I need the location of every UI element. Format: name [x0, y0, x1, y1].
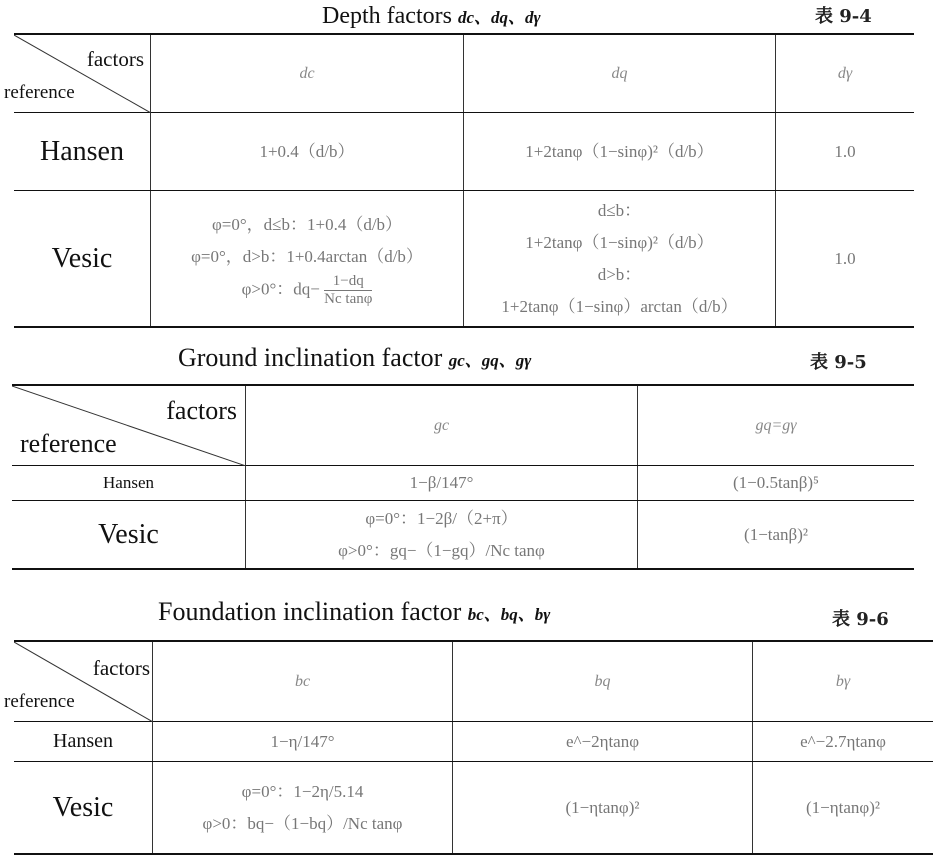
table2-row-vesic: [12, 501, 914, 568]
table2-vesic-gc: φ=0°：1−2β/（2+π） φ>0°：gq−（1−gq）/Nc tanφ: [246, 501, 638, 568]
table3-header-bgamma: bγ: [835, 672, 851, 690]
table3-hansen-bq: e^−2ηtanφ: [453, 722, 753, 761]
table2-caption: Ground inclination factor gc、gq、gγ: [178, 343, 532, 372]
table1-ref-vesic: Vesic: [14, 191, 151, 326]
table1-header-dc: dc: [151, 35, 464, 112]
table2-caption-symbols: gc、gq、gγ: [448, 351, 532, 370]
table1-caption-symbols: dc、dq、dγ: [457, 8, 541, 27]
table2-row-hansen: [12, 466, 914, 501]
fraction: $\frac{1-dq}{\text{Nc tanφ}}$: [324, 273, 373, 307]
table3-number: 表 9-6: [832, 609, 889, 630]
table1-ref-hansen: Hansen: [14, 113, 151, 190]
corner-reference-label: reference: [4, 691, 75, 712]
table2-corner-cell: [12, 386, 246, 465]
table2-hansen-gc: 1−β/147°: [246, 466, 638, 500]
corner-factors-label: factors: [86, 47, 144, 71]
table1: [4, 33, 914, 328]
table1-header-dq: dq: [464, 35, 776, 112]
table1-row-hansen: [14, 113, 914, 191]
table1-caption: Depth factors dc、dq、dγ: [322, 3, 541, 29]
table2-vesic-gq: (1−tanβ)²: [744, 524, 808, 544]
table3-row-vesic: [14, 762, 933, 853]
table3-row-hansen: [14, 722, 933, 762]
table1-hansen-dc: 1+0.4（d/b）: [151, 113, 464, 190]
table3: [4, 640, 933, 855]
table2-header-row: [12, 386, 914, 466]
corner-reference-label: reference: [20, 429, 117, 458]
table2-hansen-gq: (1−0.5tanβ)⁵: [732, 473, 819, 492]
vesic-dc-fraction-line: φ>0°：dq− $\frac{1-dq}{\text{Nc tanφ}}$: [241, 273, 373, 307]
table1-number: 表 9-4: [815, 6, 872, 27]
table3-hansen-bc: 1−η/147°: [153, 722, 453, 761]
table1-row-vesic: [14, 191, 914, 326]
table3-hansen-bgamma: e^−2.7ηtanφ: [800, 731, 886, 751]
table1-header-row: [4, 35, 914, 113]
corner-factors-label: factors: [166, 396, 237, 425]
table3-ref-hansen: Hansen: [14, 722, 153, 761]
table3-ref-vesic: Vesic: [14, 762, 153, 853]
table1-header-dgamma: dγ: [837, 64, 853, 82]
table1-corner-cell: [4, 35, 151, 112]
table3-caption: Foundation inclination factor bc、bq、bγ: [158, 597, 551, 626]
corner-factors-label: factors: [92, 656, 150, 680]
table3-vesic-bgamma: (1−ηtanφ)²: [806, 797, 880, 817]
table1-vesic-dq: d≤b： 1+2tanφ（1−sinφ)²（d/b） d>b： 1+2tanφ（1−sinφ）arctan（d/b）: [464, 191, 776, 326]
table2-number: 表 9-5: [810, 352, 867, 373]
table3-vesic-bc: φ=0°：1−2η/5.14 φ>0：bq−（1−bq）/Nc tanφ: [153, 762, 453, 853]
table3-corner-cell: [4, 642, 153, 721]
table2-ref-hansen: Hansen: [12, 466, 246, 500]
table1-hansen-dq: 1+2tanφ（1−sinφ)²（d/b）: [464, 113, 776, 190]
table2: [12, 384, 914, 570]
corner-reference-label: reference: [4, 82, 75, 103]
table2-ref-vesic: Vesic: [12, 501, 246, 568]
table3-caption-symbols: bc、bq、bγ: [467, 605, 551, 624]
table3-header-bq: bq: [453, 642, 753, 721]
table2-header-gc: gc: [246, 386, 638, 465]
table3-vesic-bq: (1−ηtanφ)²: [453, 762, 753, 853]
table1-vesic-dc: φ=0°，d≤b：1+0.4（d/b） φ=0°，d>b：1+0.4arctan（d/b） φ>0°：dq− $\frac{1-dq}{\text{Nc tanφ}}$: [151, 191, 464, 326]
table1-hansen-dgamma: 1.0: [834, 141, 856, 161]
table1-vesic-dgamma: 1.0: [834, 248, 856, 268]
table3-header-bc: bc: [153, 642, 453, 721]
table3-header-row: [4, 642, 933, 722]
table2-header-gq: gq=gγ: [755, 416, 797, 434]
